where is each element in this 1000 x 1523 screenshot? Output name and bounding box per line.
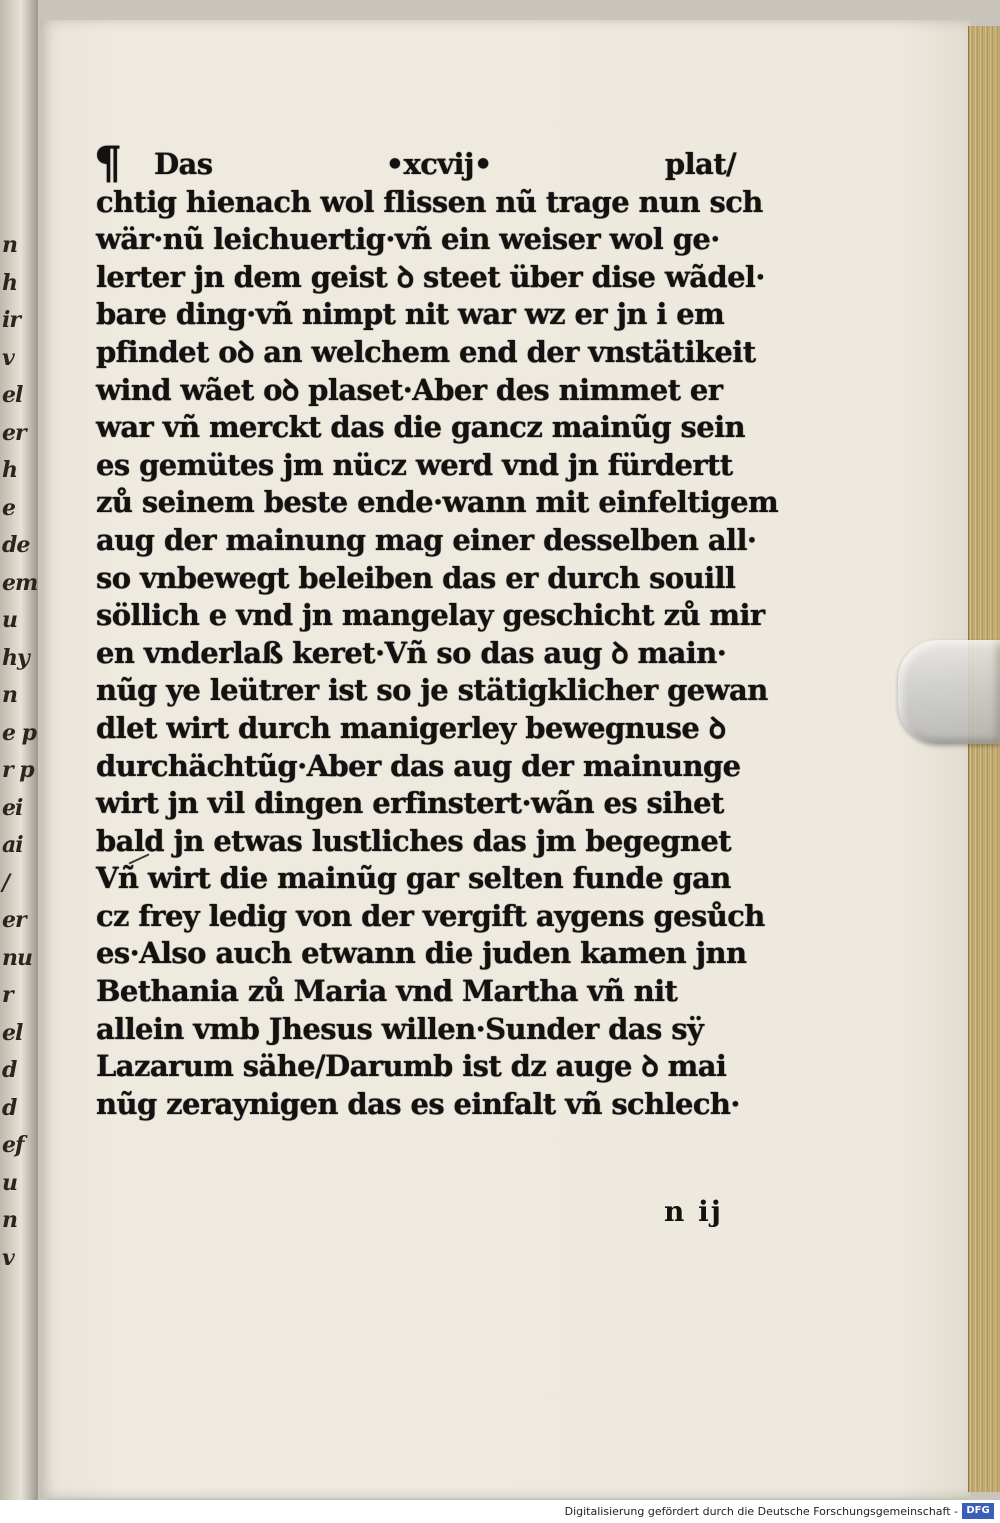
facing-page-edge: [0, 0, 38, 1500]
text-line: nũg ye leütrer ist so je stätigklicher gewan: [96, 673, 768, 708]
facing-page-fragment: d: [2, 1094, 17, 1121]
facing-page-fragment: v: [2, 1244, 14, 1271]
chapter-heading: [94, 138, 736, 189]
facing-page-fragment: de: [2, 532, 30, 558]
text-line: wind wãet oꝺ plaset·Aber des nimmet er: [96, 372, 723, 407]
heading-right-word: plat/: [664, 147, 736, 181]
text-line: Bethania zů Maria vnd Martha vñ nit: [96, 974, 678, 1009]
facing-page-fragment: h: [2, 457, 17, 483]
text-line: bare ding·vñ nimpt nit war wz er jn i em: [96, 297, 725, 332]
text-line: es·Also auch etwann die juden kamen jnn: [96, 936, 747, 971]
facing-page-fragment: r p: [2, 757, 34, 783]
text-block: [94, 138, 779, 1123]
text-line: aug der mainung mag einer desselben all·: [96, 522, 757, 557]
text-line: allein vmb Jhesus willen·Sunder das sÿ: [96, 1011, 704, 1046]
body-lines: [96, 184, 779, 1124]
facing-page-fragment: er: [2, 907, 26, 933]
facing-page-fragment: d: [2, 1057, 17, 1083]
facing-page-fragment: /: [2, 869, 10, 896]
facing-page-fragment: er: [2, 419, 26, 446]
text-line: bald jn etwas lustliches das jm begegnet: [96, 823, 732, 858]
text-line: durchächtũg·Aber das aug der mainunge: [96, 748, 741, 783]
text-line: chtig hienach wol flissen nũ trage nun sch: [96, 184, 763, 219]
text-line: Lazarum sähe/Darumb ist dz auge ꝺ mai: [96, 1049, 727, 1084]
facing-page-fragment: e p: [2, 719, 37, 746]
facing-page-fragment: ei: [2, 794, 23, 821]
facing-page-fragment: el: [2, 382, 23, 408]
page-clip: [898, 640, 1000, 744]
text-line: dlet wirt durch manigerley bewegnuse ꝺ: [96, 710, 726, 745]
text-line: nũg zeraynigen das es einfalt vñ schlech·: [96, 1086, 740, 1121]
facing-page-fragment: h: [2, 269, 17, 296]
facing-page-fragment: ai: [2, 832, 23, 858]
dfg-logo: DFG: [962, 1503, 994, 1519]
book-page: [40, 20, 970, 1498]
text-line: zů seinem beste ende·wann mit einfeltigem: [96, 485, 779, 520]
facing-page-fragment: e: [2, 494, 15, 521]
facing-page-fragment: em: [2, 569, 38, 596]
text-line: cz frey ledig von der vergift aygens gesůch: [96, 898, 765, 933]
facing-page-fragment: r: [2, 982, 13, 1008]
pilcrow-mark: ¶: [94, 138, 122, 189]
facing-page-fragment: ef: [2, 1132, 24, 1158]
text-line: en vnderlaß keret·Vñ so das aug ꝺ main·: [96, 635, 727, 670]
footer-bar: [0, 1500, 1000, 1523]
facing-page-fragment: ir: [2, 307, 20, 333]
signature-mark: n ij: [664, 1195, 723, 1228]
text-line: Vñ wirt die mainũg gar selten funde gan: [96, 861, 731, 896]
text-line: söllich e vnd jn mangelay geschicht zů mir: [96, 598, 765, 633]
facing-page-fragment: u: [2, 607, 17, 633]
text-line: wirt jn vil dingen erfinstert·wãn es sihet: [96, 786, 724, 821]
text-line: pfindet oꝺ an welchem end der vnstätikeit: [96, 334, 756, 369]
text-line: war vñ merckt das die gancz mainũg sein: [96, 410, 746, 445]
page-stack-edges: [968, 26, 1000, 1492]
text-line: lerter jn dem geist ꝺ steet über dise wãdel·: [96, 259, 765, 294]
facing-page-fragment: nu: [2, 944, 32, 971]
facing-page-fragment: el: [2, 1019, 23, 1046]
facing-page-fragment: n: [2, 232, 17, 258]
facing-page-fragment: v: [2, 344, 14, 371]
funding-notice: Digitalisierung gefördert durch die Deutsche Forschungsgemeinschaft -: [564, 1505, 958, 1518]
heading-left-word: Das: [154, 147, 213, 181]
text-line: es gemütes jm nücz werd vnd jn fürdertt: [96, 447, 733, 482]
chapter-number: •xcvij•: [385, 147, 492, 181]
facing-page-fragment: n: [2, 682, 17, 708]
text-line: so vnbewegt beleiben das er durch souill: [96, 560, 736, 595]
facing-page-fragment: u: [2, 1169, 17, 1196]
facing-page-fragment: hy: [2, 644, 29, 671]
text-line: wär·nũ leichuertig·vñ ein weiser wol ge·: [96, 222, 720, 257]
facing-page-fragment: n: [2, 1207, 17, 1233]
